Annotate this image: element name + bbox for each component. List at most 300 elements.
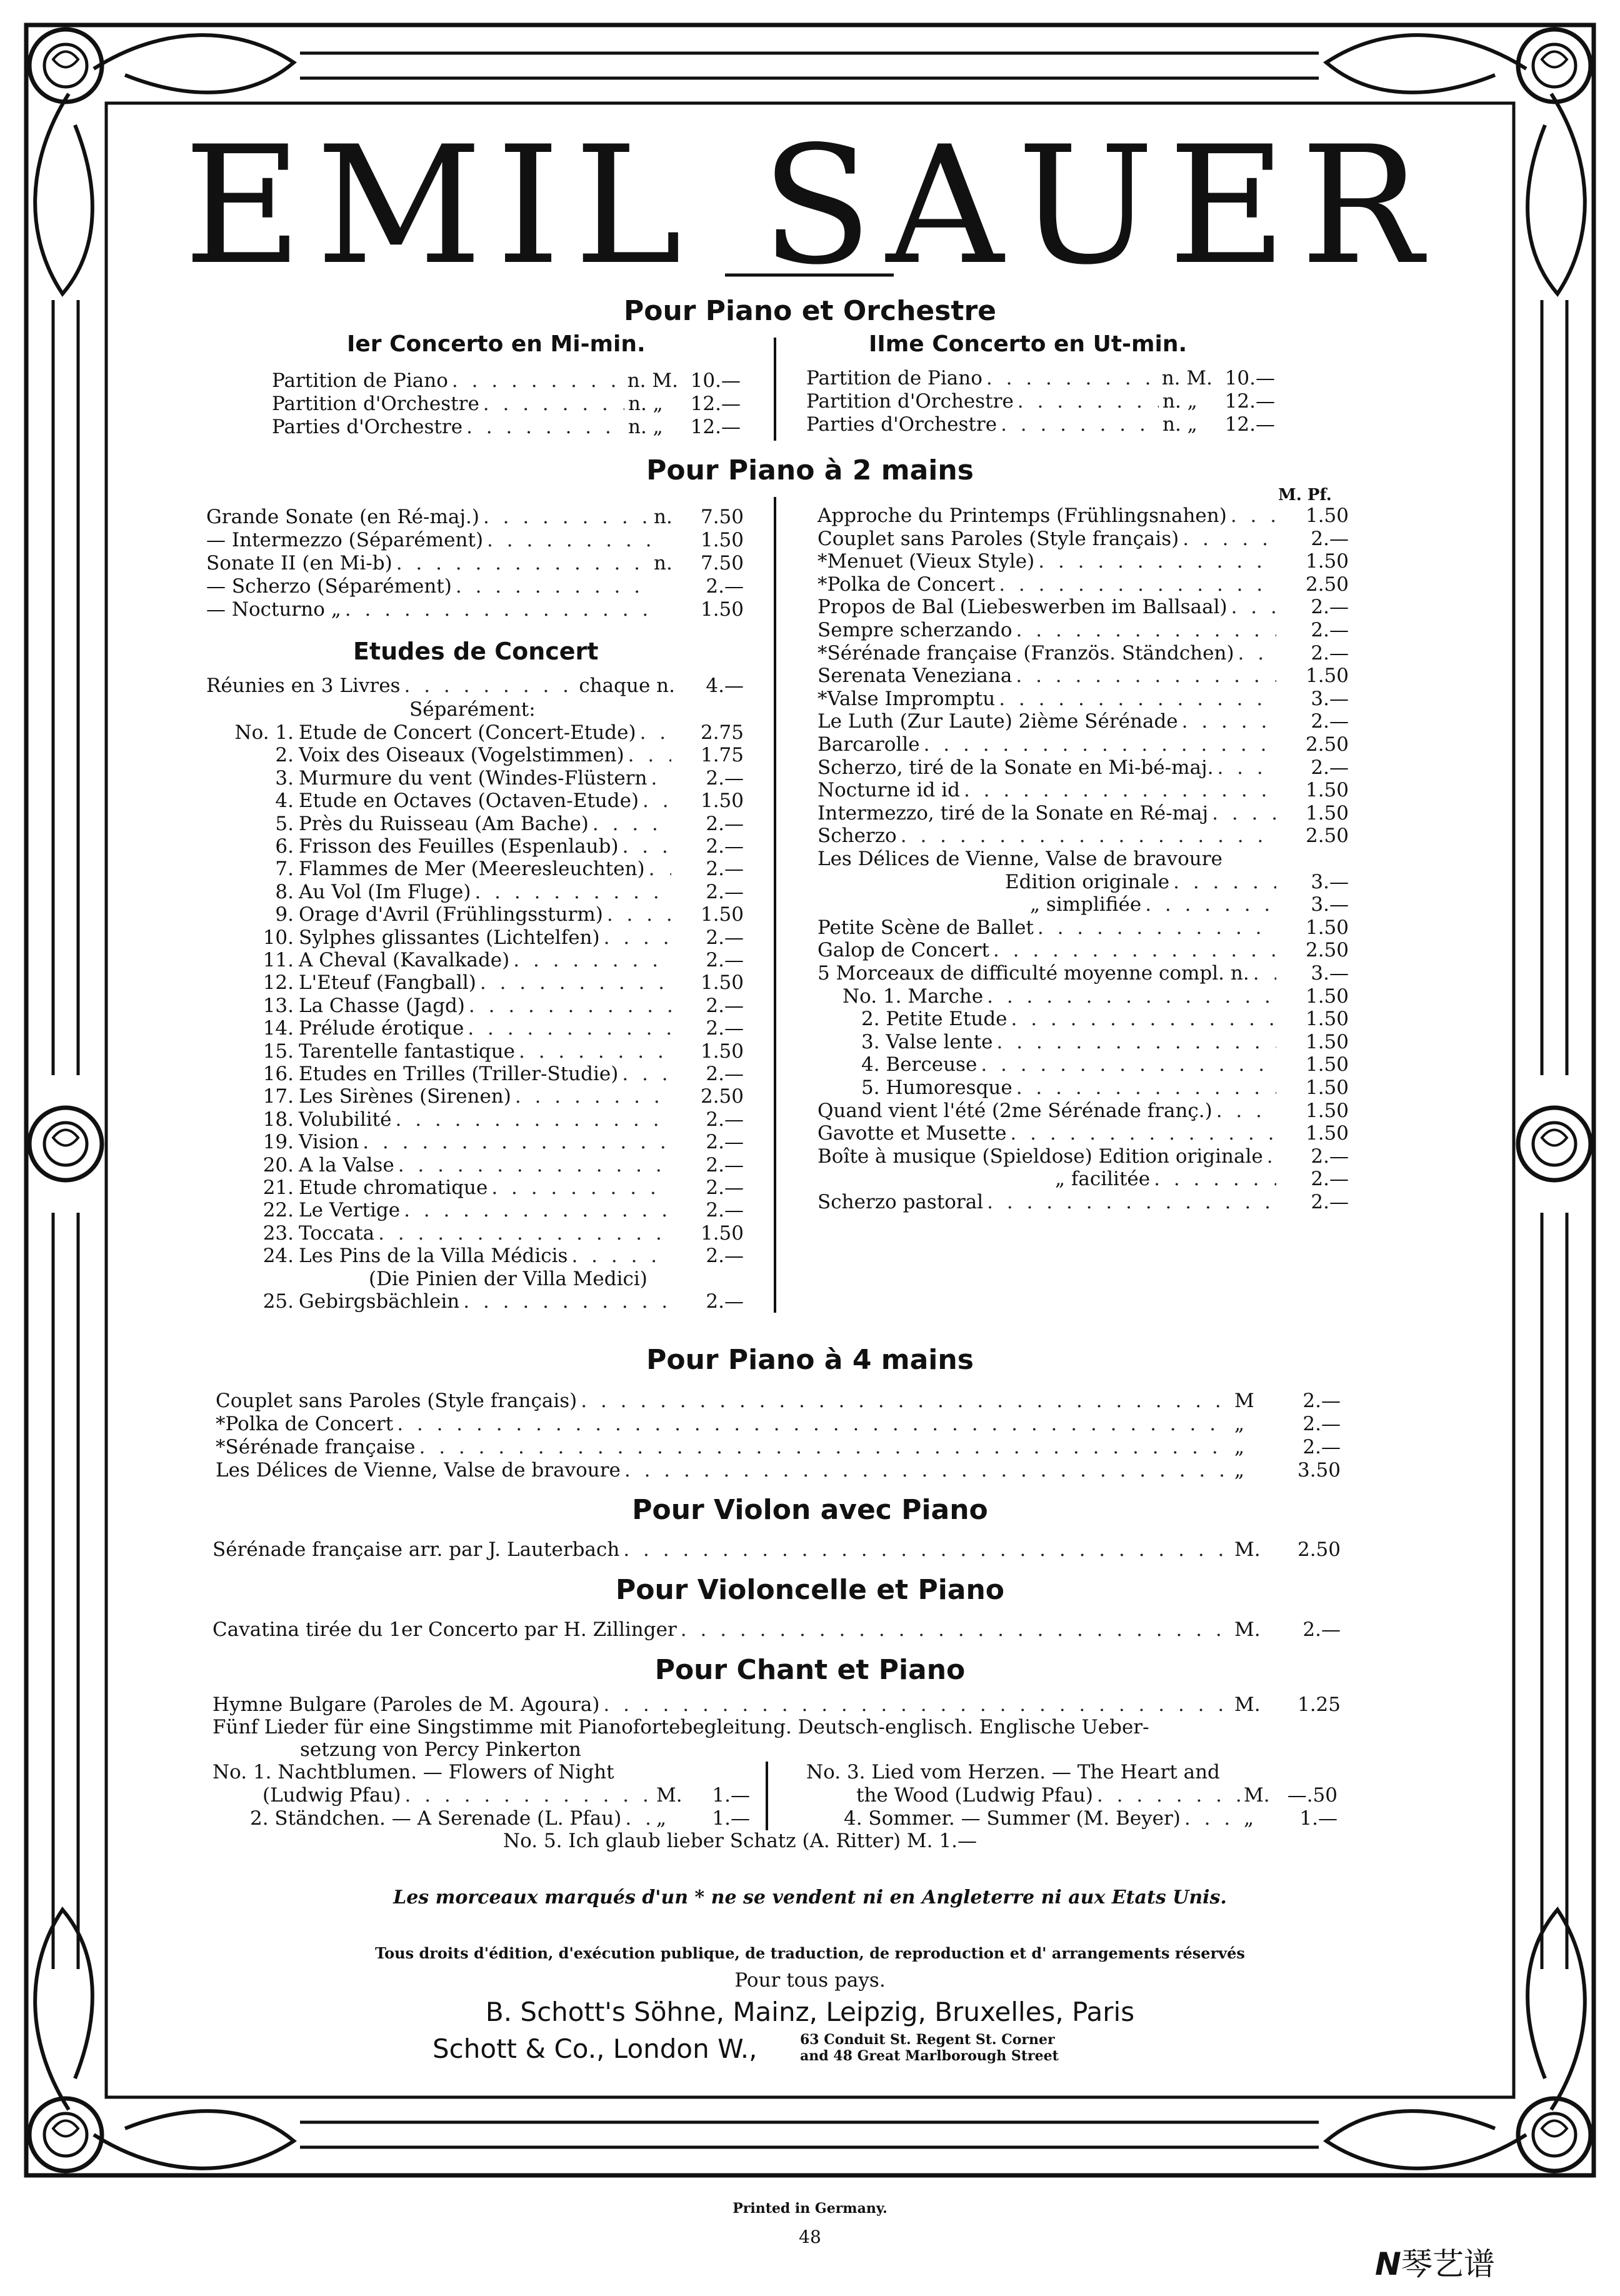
leader-dots [515, 1086, 671, 1107]
price: 1.50 [1305, 1076, 1349, 1099]
leader-dots [1238, 643, 1276, 664]
price: 2.— [706, 575, 744, 598]
etude-number: 23. [262, 1221, 294, 1245]
entry-title: Prélude érotique [299, 1017, 464, 1040]
leader-dots [997, 1031, 1276, 1053]
composer-title: EMIL SAUER [183, 112, 1437, 301]
entry-title: Partition d'Orchestre [272, 393, 479, 415]
publisher-line-2: Schott & Co., London W., [432, 2033, 758, 2064]
etude-item [299, 881, 744, 903]
heading-violin: Pour Violon avec Piano [632, 1494, 988, 1526]
etudes-complete [206, 675, 744, 696]
entry-title: Réunies en 3 Livres [206, 674, 401, 697]
entry-title: Les Sirènes (Sirenen) [299, 1085, 511, 1108]
entry-title: Partition de Piano [272, 369, 448, 392]
entry-title: Etude de Concert (Concert-Etude) [299, 721, 636, 744]
etude-item [299, 813, 744, 835]
entry-title: *Valse Impromptu [818, 687, 996, 710]
entry-title: 5. Humoresque [861, 1076, 1012, 1099]
leader-dots [1173, 871, 1276, 893]
price: —.50 [1287, 1784, 1338, 1807]
entry-title: — Scherzo (Séparément) [206, 575, 452, 598]
leader-dots [405, 1785, 652, 1806]
etude-item [299, 1109, 744, 1130]
leader-dots [1038, 917, 1276, 938]
entry-title: Intermezzo, tiré de la Sonate en Ré-maj [818, 801, 1209, 825]
entry-title: Le Vertige [299, 1199, 401, 1222]
entry-title: Gavotte et Musette [818, 1122, 1007, 1145]
etude-item [299, 744, 744, 766]
two-hands-right-item [818, 940, 1349, 961]
etude-number: 20. [262, 1153, 294, 1176]
etude-number: 6. [275, 835, 294, 858]
entry-title: Boîte à musique (Spieldose) Edition originale [818, 1145, 1263, 1168]
leader-dots [1016, 665, 1276, 686]
violin-item [212, 1539, 1341, 1560]
two-hands-right-item [861, 1008, 1349, 1030]
price: 1.50 [1305, 779, 1349, 802]
price-mark: n. „ [1162, 390, 1198, 413]
etude-number: 25. [262, 1290, 294, 1313]
price: 7.50 [700, 506, 744, 528]
price: 12.— [690, 416, 741, 438]
concerto1-title: Ier Concerto en Mi-min. [347, 331, 646, 357]
two-hands-right-item [818, 757, 1349, 778]
etude-number: 12. [262, 971, 294, 995]
price-mark: M. [1244, 1784, 1270, 1807]
etude-number: 16. [262, 1063, 294, 1085]
address-line-2: and 48 Great Marlborough Street [800, 2048, 1059, 2064]
two-hands-right-item [818, 619, 1349, 641]
etude-number: 22. [262, 1199, 294, 1222]
price-mark: „ [1234, 1459, 1245, 1481]
price: 2.— [1311, 1145, 1349, 1168]
entry-title: Tarentelle fantastique [299, 1040, 516, 1063]
price: 10.— [1224, 367, 1275, 389]
etude-number: 11. [262, 949, 294, 971]
entry-title: Parties d'Orchestre [272, 416, 463, 438]
entry-title: — Intermezzo (Séparément) [206, 529, 484, 551]
etude-item [299, 950, 744, 971]
two-hands-right-item: Les Délices de Vienne, Valse de bravoure [818, 848, 1222, 870]
leader-dots [378, 1223, 671, 1244]
leader-dots [571, 1245, 671, 1266]
hymne-item [212, 1694, 1341, 1715]
leader-dots [623, 1539, 1231, 1560]
two-hands-right-item [818, 528, 1349, 549]
price-mark: n. „ [1162, 413, 1198, 436]
price: 3.50 [1297, 1459, 1341, 1481]
rights-notice: Tous droits d'édition, d'exécution publique, de traduction, de reproduction et d' arrangements réservés [375, 1944, 1245, 1962]
etude-item [299, 1155, 744, 1176]
price: 2.— [1302, 1413, 1341, 1435]
concerto2-item [806, 368, 1275, 389]
address-line-1: 63 Conduit St. Regent St. Corner [800, 2032, 1055, 2048]
leader-dots [622, 836, 671, 857]
two-hands-left-item [206, 553, 744, 574]
song-title: 4. Sommer. — Summer (M. Beyer) [844, 1807, 1181, 1830]
price: 1.— [712, 1807, 750, 1830]
entry-title: Scherzo [818, 825, 897, 848]
price: 1.50 [1305, 801, 1349, 825]
price-mark: n. M. [627, 369, 678, 392]
entry-title: Etude en Octaves (Octaven-Etude) [299, 790, 639, 813]
leader-dots [607, 904, 671, 925]
concerto2-title: IIme Concerto en Ut-min. [869, 331, 1188, 357]
etude-item [299, 1018, 744, 1039]
price: 2.— [1311, 596, 1349, 619]
heading-voice: Pour Chant et Piano [654, 1654, 966, 1686]
entry-title: Au Vol (Im Fluge) [299, 880, 471, 903]
price: 2.75 [700, 721, 744, 744]
song-5: No. 5. Ich glaub lieber Schatz (A. Ritter) M. 1.— [503, 1830, 977, 1852]
price: 2.— [1311, 641, 1349, 664]
leader-dots [1182, 711, 1276, 732]
entry-title: Sylphes glissantes (Lichtelfen) [299, 926, 600, 949]
publisher-line-1: B. Schott's Söhne, Mainz, Leipzig, Bruxelles, Paris [485, 1997, 1135, 2027]
two-hands-right-item [861, 1031, 1349, 1053]
price: 1.— [712, 1784, 750, 1807]
four-hands-item [216, 1460, 1341, 1481]
price-mark: n. „ [628, 416, 663, 438]
song-item [856, 1785, 1338, 1806]
entry-title: Frisson des Feuilles (Espenlaub) [299, 835, 619, 858]
leader-dots [924, 734, 1276, 755]
price: 1.50 [1305, 1099, 1349, 1122]
price: 2.— [1311, 527, 1349, 550]
price-mark: n. „ [628, 393, 663, 415]
price: 1.50 [700, 598, 744, 621]
entry-title: Hymne Bulgare (Paroles de M. Agoura) [212, 1693, 600, 1716]
entry-title: Couplet sans Paroles (Style français) [216, 1390, 578, 1412]
price-mark: „ [1234, 1436, 1245, 1458]
two-hands-right-item [842, 986, 1349, 1007]
price: 2.— [706, 1199, 744, 1222]
leader-dots [901, 825, 1276, 846]
price-mark: n. [654, 552, 672, 574]
entry-title: Voix des Oiseaux (Vogelstimmen) [299, 744, 624, 767]
two-hands-right-item [1005, 871, 1349, 893]
etude-item [299, 904, 744, 925]
song-item [262, 1785, 750, 1806]
price: 2.— [1302, 1390, 1341, 1412]
songs-divider [766, 1762, 768, 1830]
price-mark: M [1234, 1390, 1254, 1412]
price: 2.— [706, 766, 744, 790]
etude-subtitle: (Die Pinien der Villa Medici) [369, 1267, 648, 1290]
song-title: No. 3. Lied vom Herzen. — The Heart and [806, 1761, 1220, 1783]
price: 12.— [690, 393, 741, 415]
etude-number: 2. [275, 744, 294, 767]
leader-dots [1217, 757, 1276, 778]
etude-number: 9. [275, 903, 294, 926]
price: 1.75 [700, 744, 744, 767]
entry-title: 3. Valse lente [861, 1030, 993, 1053]
price: 2.— [706, 1176, 744, 1199]
leader-dots [397, 1413, 1231, 1435]
entry-title: Barcarolle [818, 733, 920, 756]
column-header-price: M. Pf. [1278, 486, 1332, 504]
leader-dots [999, 688, 1276, 709]
price: 1.50 [1305, 550, 1349, 573]
leader-dots [1001, 414, 1159, 435]
entry-title: *Menuet (Vieux Style) [818, 550, 1035, 573]
price-mark: chaque n. [579, 674, 675, 697]
etude-item [299, 1131, 744, 1153]
entry-title: Murmure du vent (Windes-Flüstern [299, 766, 648, 790]
leader-dots [456, 576, 650, 597]
two-hands-right-item [818, 551, 1349, 572]
price: 2.50 [1305, 825, 1349, 848]
price: 2.50 [700, 1085, 744, 1108]
leader-dots [1016, 1077, 1276, 1098]
price: 2.— [706, 926, 744, 949]
price: 2.— [1311, 619, 1349, 641]
leader-dots [466, 416, 624, 438]
price: 1.50 [700, 790, 744, 813]
entry-title: Quand vient l'été (2me Sérénade franç.) [818, 1099, 1212, 1122]
two-hands-left-item [206, 529, 744, 551]
leader-dots [986, 368, 1158, 389]
concerto2-item [806, 414, 1275, 435]
leader-dots [592, 813, 671, 835]
leader-dots [604, 927, 671, 948]
entry-title: Etudes en Trilles (Triller-Studie) [299, 1063, 619, 1085]
song-title: No. 1. Nachtblumen. — Flowers of Night [212, 1761, 614, 1783]
entry-title: Petite Scène de Ballet [818, 916, 1034, 939]
entry-title: Etude chromatique [299, 1176, 488, 1199]
leader-dots [452, 370, 624, 391]
four-hands-item [216, 1436, 1341, 1458]
etude-item [299, 1200, 744, 1221]
leader-dots [964, 780, 1276, 801]
footnote: Les morceaux marqués d'un * ne se vendent ni en Angleterre ni aux Etats Unis. [393, 1887, 1227, 1908]
price-mark: M. [1234, 1693, 1261, 1716]
leader-dots [1018, 391, 1159, 412]
leader-dots [362, 1131, 671, 1153]
leader-dots [651, 768, 671, 789]
two-hands-right-item [818, 643, 1349, 664]
etude-item [299, 1223, 744, 1244]
leader-dots [345, 599, 650, 620]
etude-item [299, 790, 744, 811]
two-hands-left-item [206, 506, 744, 528]
etude-item [299, 722, 744, 743]
leader-dots [404, 675, 575, 696]
price: 1.50 [1305, 1008, 1349, 1031]
entry-title: La Chasse (Jagd) [299, 994, 465, 1017]
cello-item [212, 1619, 1341, 1640]
heading-cello: Pour Violoncelle et Piano [615, 1574, 1005, 1606]
etude-item [299, 1063, 744, 1085]
etude-number: 5. [275, 812, 294, 835]
leader-dots [1216, 1100, 1276, 1121]
entry-title: *Sérénade française [216, 1436, 416, 1458]
leader-dots [483, 506, 650, 528]
leader-dots [987, 986, 1276, 1007]
leader-dots [624, 1460, 1231, 1481]
leader-dots [1145, 894, 1276, 915]
song-item [250, 1808, 750, 1829]
price-mark: „ [1234, 1413, 1245, 1435]
entry-title: Cavatina tirée du 1er Concerto par H. Zillinger [212, 1618, 677, 1641]
price: 1.50 [700, 529, 744, 551]
etude-number: 14. [262, 1017, 294, 1040]
price: 2.— [706, 1108, 744, 1131]
price: 3.— [1311, 870, 1349, 893]
two-hands-right-item [1055, 1168, 1349, 1190]
two-hands-right-item [818, 711, 1349, 732]
price-mark: „ [656, 1807, 667, 1830]
leader-dots [513, 950, 671, 971]
entry-title: Galop de Concert [818, 939, 989, 962]
concerto1-item [272, 393, 741, 414]
leader-dots [1038, 551, 1276, 572]
entry-title: *Polka de Concert [216, 1413, 394, 1435]
etude-item [299, 927, 744, 948]
etude-number: 19. [262, 1131, 294, 1154]
song-item [844, 1808, 1338, 1829]
etude-number: 7. [275, 858, 294, 881]
price: 1.50 [700, 971, 744, 995]
etude-item [299, 1177, 744, 1198]
leader-dots [398, 1155, 671, 1176]
song-title: the Wood (Ludwig Pfau) [856, 1784, 1093, 1807]
entry-title: Toccata [299, 1221, 375, 1245]
price: 2.— [1311, 1191, 1349, 1213]
concerto1-item [272, 416, 741, 438]
price: 2.— [706, 1017, 744, 1040]
price: 1.50 [1305, 1122, 1349, 1145]
price: 1.50 [1305, 985, 1349, 1008]
two-hands-right-item [818, 596, 1349, 618]
printed-in: Printed in Germany. [732, 2200, 888, 2217]
two-hands-right-item [818, 825, 1349, 846]
price: 2.50 [1297, 1538, 1341, 1561]
price: 4.— [706, 674, 744, 697]
price: 3.— [1311, 687, 1349, 710]
price: 3.— [1311, 962, 1349, 985]
price: 3.— [1311, 893, 1349, 916]
price: 1.50 [1305, 1053, 1349, 1076]
etude-number: 13. [262, 994, 294, 1017]
price: 2.— [1302, 1436, 1341, 1458]
two-hands-right-item [818, 1191, 1349, 1213]
price-mark: M. [656, 1784, 682, 1807]
price: 7.50 [700, 552, 744, 574]
pour-tous-pays: Pour tous pays. [734, 1969, 886, 1992]
price: 1.50 [700, 1221, 744, 1245]
price: 2.— [706, 1245, 744, 1268]
etudes-heading: Etudes de Concert [353, 638, 599, 665]
entry-title: „ facilitée [1055, 1168, 1151, 1191]
page-number: 48 [799, 2227, 821, 2247]
leader-dots [519, 1041, 671, 1062]
entry-title: L'Eteuf (Fangball) [299, 971, 476, 995]
price-mark: M. [1234, 1538, 1261, 1561]
entry-title: Les Pins de la Villa Médicis [299, 1245, 568, 1268]
leader-dots [1010, 1123, 1276, 1144]
entry-title: Partition de Piano [806, 367, 982, 389]
two-hands-right-item [818, 688, 1349, 709]
leader-dots [404, 1200, 671, 1221]
leader-dots [628, 744, 671, 766]
leader-dots [463, 1291, 671, 1312]
leader-dots [396, 553, 650, 574]
etude-number: 17. [262, 1085, 294, 1108]
etude-number: 3. [275, 766, 294, 790]
price: 12.— [1224, 390, 1275, 413]
price: 2.— [706, 1290, 744, 1313]
entry-title: Volubilité [299, 1108, 392, 1131]
leader-dots [981, 1054, 1276, 1075]
price: 2.— [706, 1063, 744, 1085]
leader-dots [642, 790, 671, 811]
entry-title: Scherzo pastoral [818, 1191, 984, 1213]
etude-number: 24. [262, 1245, 294, 1268]
separement-label: Séparément: [409, 698, 536, 721]
price: 2.— [1311, 1168, 1349, 1191]
leader-dots [1212, 803, 1276, 824]
heading-two-hands: Pour Piano à 2 mains [646, 454, 974, 486]
price: 2.— [706, 949, 744, 971]
two-hands-right-item [818, 574, 1349, 595]
etude-number: No. 1. [234, 721, 294, 744]
etude-item [299, 858, 744, 880]
price: 1.50 [1305, 664, 1349, 688]
leader-dots [1253, 963, 1276, 984]
price: 2.— [706, 835, 744, 858]
price: 10.— [690, 369, 741, 392]
two-hands-right-item [818, 734, 1349, 755]
entry-title: *Sérénade française (Französ. Ständchen) [818, 641, 1234, 664]
leader-dots [469, 995, 671, 1016]
etude-number: 21. [262, 1176, 294, 1199]
entry-title: Sempre scherzando [818, 619, 1012, 641]
price: 2.50 [1305, 733, 1349, 756]
song-title: (Ludwig Pfau) [262, 1784, 401, 1807]
price: 1.25 [1297, 1693, 1341, 1716]
leader-dots [1182, 528, 1276, 549]
price: 2.— [1311, 756, 1349, 779]
price: 1.50 [1305, 1030, 1349, 1053]
etude-item [299, 1245, 744, 1266]
price: 2.— [706, 858, 744, 881]
etude-item [299, 768, 744, 789]
entry-title: Sérénade française arr. par J. Lauterbach [212, 1538, 620, 1561]
etude-number: 18. [262, 1108, 294, 1131]
leader-dots [1184, 1808, 1240, 1829]
entry-title: Approche du Printemps (Frühlingsnahen) [818, 504, 1227, 527]
entry-title: 4. Berceuse [861, 1053, 978, 1076]
leader-dots [1154, 1168, 1276, 1190]
two-hands-right-item [818, 963, 1349, 984]
leader-dots [1097, 1785, 1240, 1806]
price: 2.— [706, 994, 744, 1017]
leader-dots [491, 1177, 671, 1198]
two-hands-right-item [861, 1054, 1349, 1075]
price: 1.— [1299, 1807, 1338, 1830]
entry-title: „ simplifiée [1030, 893, 1142, 916]
etude-number: 15. [262, 1040, 294, 1063]
column-divider-2 [774, 497, 776, 1313]
price: 1.50 [1305, 504, 1349, 527]
concerto2-item [806, 391, 1275, 412]
entry-title: No. 1. Marche [842, 985, 984, 1008]
price: 2.50 [1305, 939, 1349, 962]
entry-title: Scherzo, tiré de la Sonate en Mi-bé-maj. [818, 756, 1214, 779]
column-divider [774, 338, 776, 441]
